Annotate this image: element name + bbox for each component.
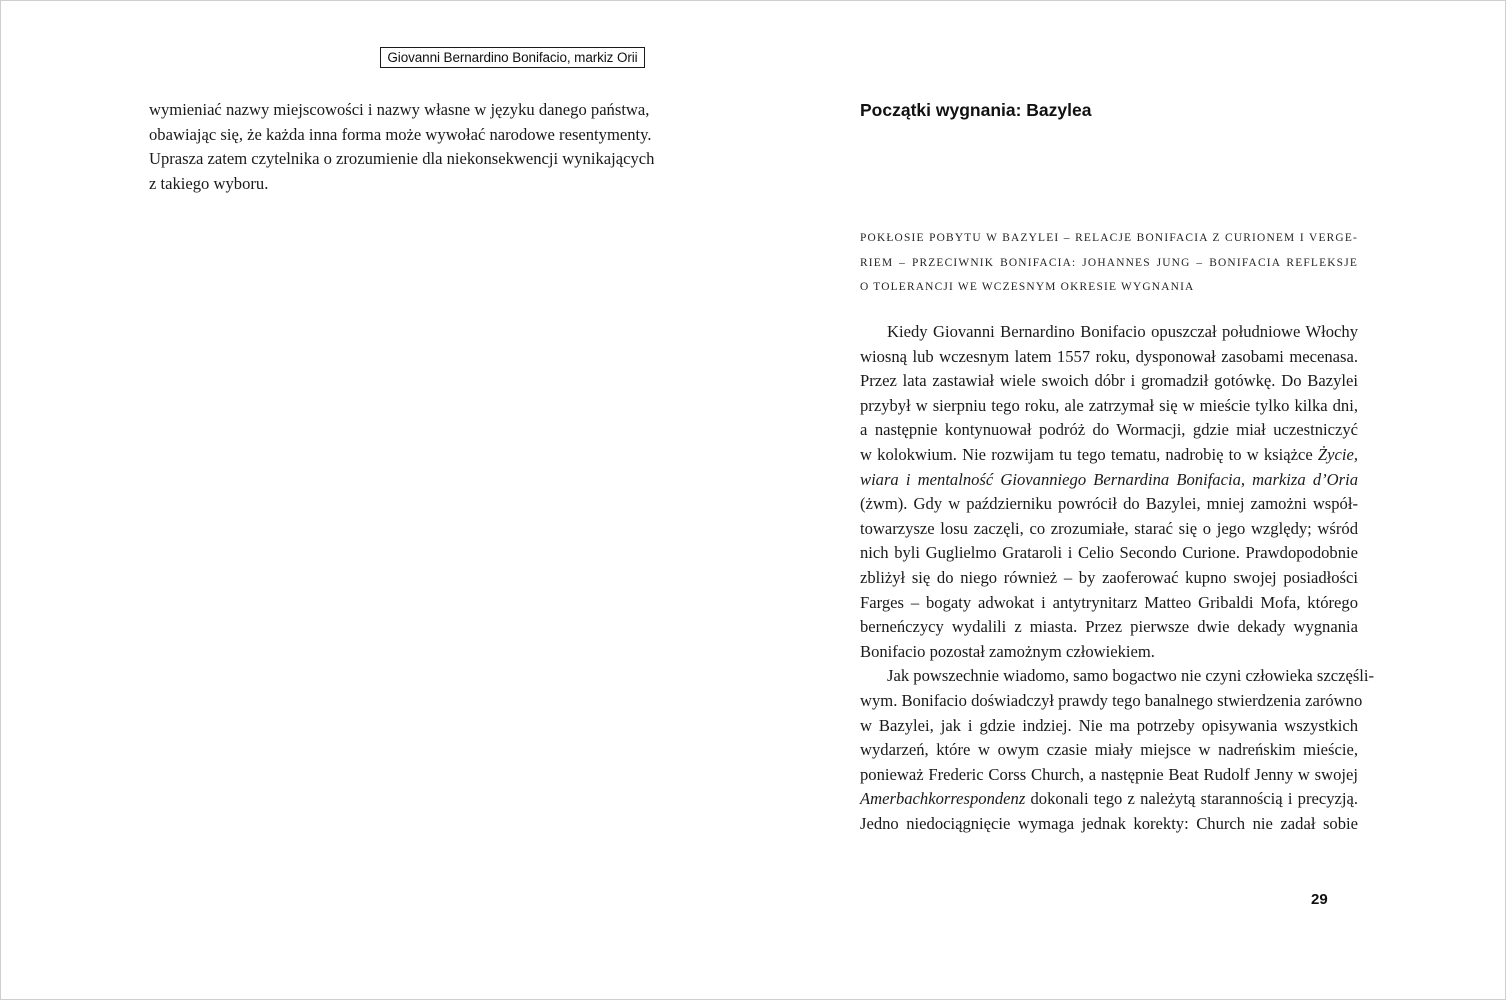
text-line: zbliżył się do niego również – by zaoferować kupno swojej posiadłości [860, 567, 1358, 587]
italic-work-title: Amerbachkorrespondenz [860, 789, 1026, 809]
text-line: obawiając się, że każda inna forma może wywołać narodowe resentymenty. [149, 124, 652, 144]
italic-book-title: Życie, [1317, 444, 1358, 464]
section-heading: Początki wygnania: Bazylea [860, 100, 1092, 120]
chapter-summary [860, 226, 1358, 300]
text-line: wym. Bonifacio doświadczył prawdy tego banalnego stwierdzenia zarówno [860, 690, 1363, 710]
text-run: w kolokwium. Nie rozwijam tu tego tematu, nadrobię to w książce [860, 444, 1318, 464]
text-line: wydarzeń, które w owym czasie miały miejsce w nadreńskim mieście, [860, 740, 1358, 760]
text-line: Kiedy Giovanni Bernardino Bonifacio opuszczał południowe Włochy [887, 322, 1358, 341]
text-run: dokonali tego z należytą starannością i precyzją. [1025, 789, 1358, 809]
italic-book-title-line: wiara i mentalność Giovanniego Bernardina Bonifacia, markiza d’Oria [860, 469, 1358, 489]
text-line: a następnie kontynuował podróż do Wormacji, gdzie miał uczestniczyć [860, 420, 1358, 440]
summary-line: RIEM – PRZECIWNIK BONIFACIA: JOHANNES JUNG – BONIFACIA REFLEKSJE [860, 256, 1358, 269]
text-line: Farges – bogaty adwokat i antytrynitarz Matteo Gribaldi Mofa, którego [860, 592, 1358, 612]
page-number: 29 [1311, 891, 1328, 908]
left-page-text [149, 98, 655, 196]
text-line: w Bazylei, jak i gdzie indziej. Nie ma potrzeby opisywania wszystkich [860, 715, 1358, 735]
text-line: berneńczycy wydalili z miasta. Przez pierwsze dwie dekady wygnania [860, 617, 1358, 637]
text-line: Jedno niedociągnięcie wymaga jednak korekty: Church nie zadał sobie [860, 813, 1358, 833]
text-line: z takiego wyboru. [149, 173, 269, 193]
text-line: Bonifacio pozostał zamożnym człowiekiem. [860, 641, 1155, 661]
text-line: Jak powszechnie wiadomo, samo bogactwo nie czyni człowieka szczęśli- [887, 666, 1375, 686]
text-line: ponieważ Frederic Corss Church, a następnie Beat Rudolf Jenny w swojej [860, 764, 1358, 784]
text-line: przybył w sierpniu tego roku, ale zatrzymał się w mieście tylko kilka dni, [860, 395, 1358, 415]
text-line [860, 787, 1358, 812]
summary-line: O TOLERANCJI WE WCZESNYM OKRESIE WYGNANIA [860, 281, 1195, 294]
text-line: Przez lata zastawiał wiele swoich dóbr i gromadził gotówkę. Do Bazylei [860, 371, 1358, 391]
text-line [860, 443, 1358, 468]
text-line: nich byli Guglielmo Grataroli i Celio Secondo Curione. Prawdopodobnie [860, 543, 1358, 563]
text-line: towarzysze losu zaczęli, co zrozumiałe, starać się o jego względy; wśród [860, 518, 1358, 538]
summary-line: POKŁOSIE POBYTU W BAZYLEI – RELACJE BONIFACIA Z CURIONEM I VERGE- [860, 232, 1358, 244]
text-line: wymieniać nazwy miejscowości i nazwy własne w języku danego państwa, [149, 100, 650, 119]
body-text [860, 320, 1375, 836]
text-line: wiosną lub wczesnym latem 1557 roku, dysponował zasobami mecenasa. [860, 346, 1358, 366]
text-line: Uprasza zatem czytelnika o zrozumienie dla niekonsekwencji wynikających [149, 149, 655, 169]
text-line: (żwm). Gdy w październiku powrócił do Bazylei, mniej zamożni współ- [860, 494, 1358, 514]
running-header: Giovanni Bernardino Bonifacio, markiz Orii [380, 47, 645, 68]
